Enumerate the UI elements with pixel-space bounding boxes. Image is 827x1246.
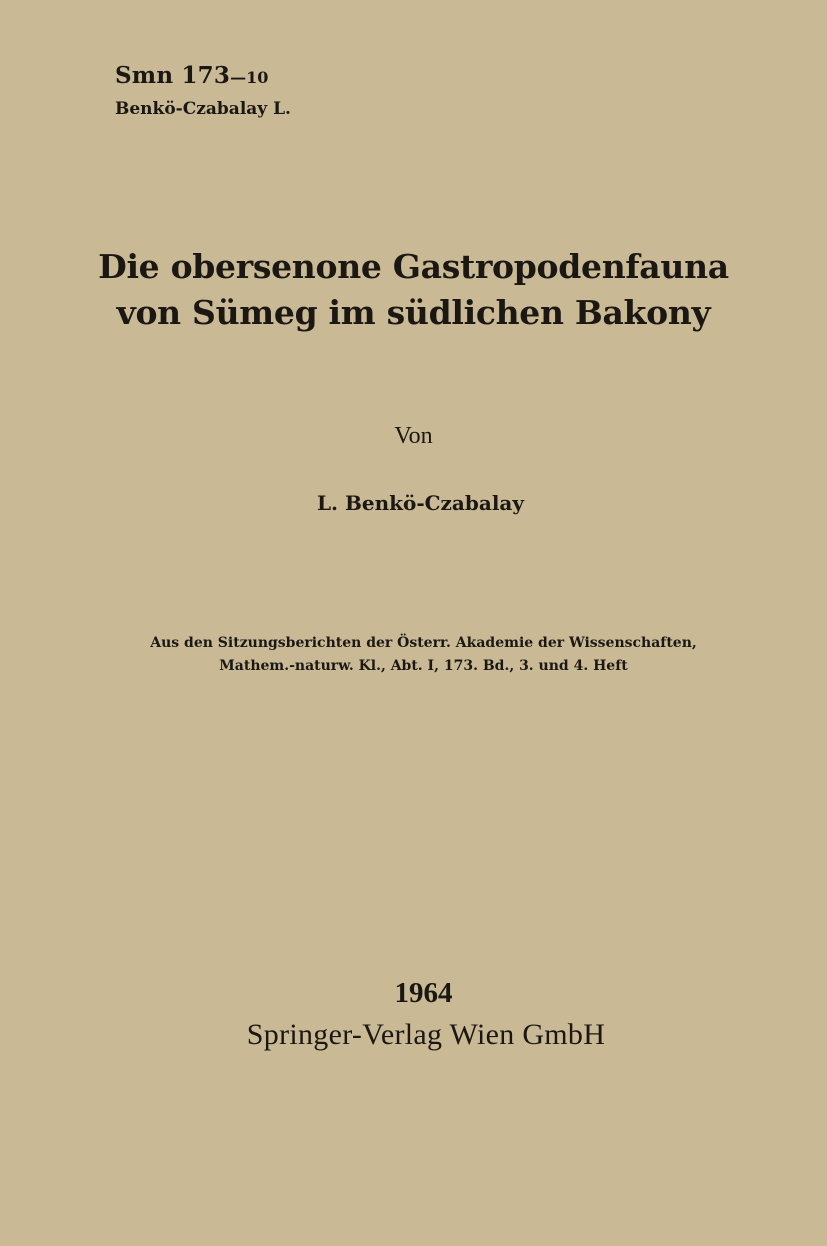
source-note [0, 632, 827, 678]
series-number-suffix: —10 [230, 68, 269, 87]
publisher-name: Springer-Verlag Wien GmbH [246, 1018, 606, 1051]
series-code [115, 60, 415, 94]
title-line-2: von Sümeg im südlichen Bakony [116, 293, 711, 332]
byline-von: Von [394, 423, 433, 449]
source-line-1: Aus den Sitzungsberichten der Österr. Akademie der Wissenschaften, [150, 635, 697, 651]
series-number: Smn 173 [115, 62, 231, 89]
author-name: L. Benkö-Czabalay [316, 491, 524, 515]
series-author: Benkö-Czabalay L. [115, 99, 291, 119]
series-label [115, 60, 415, 122]
publication-year: 1964 [394, 977, 453, 1009]
document-title [60, 244, 767, 336]
source-line-2: Mathem.-naturw. Kl., Abt. I, 173. Bd., 3. und 4. Heft [219, 658, 628, 674]
title-line-1: Die obersenone Gastropodenfauna [98, 247, 729, 286]
